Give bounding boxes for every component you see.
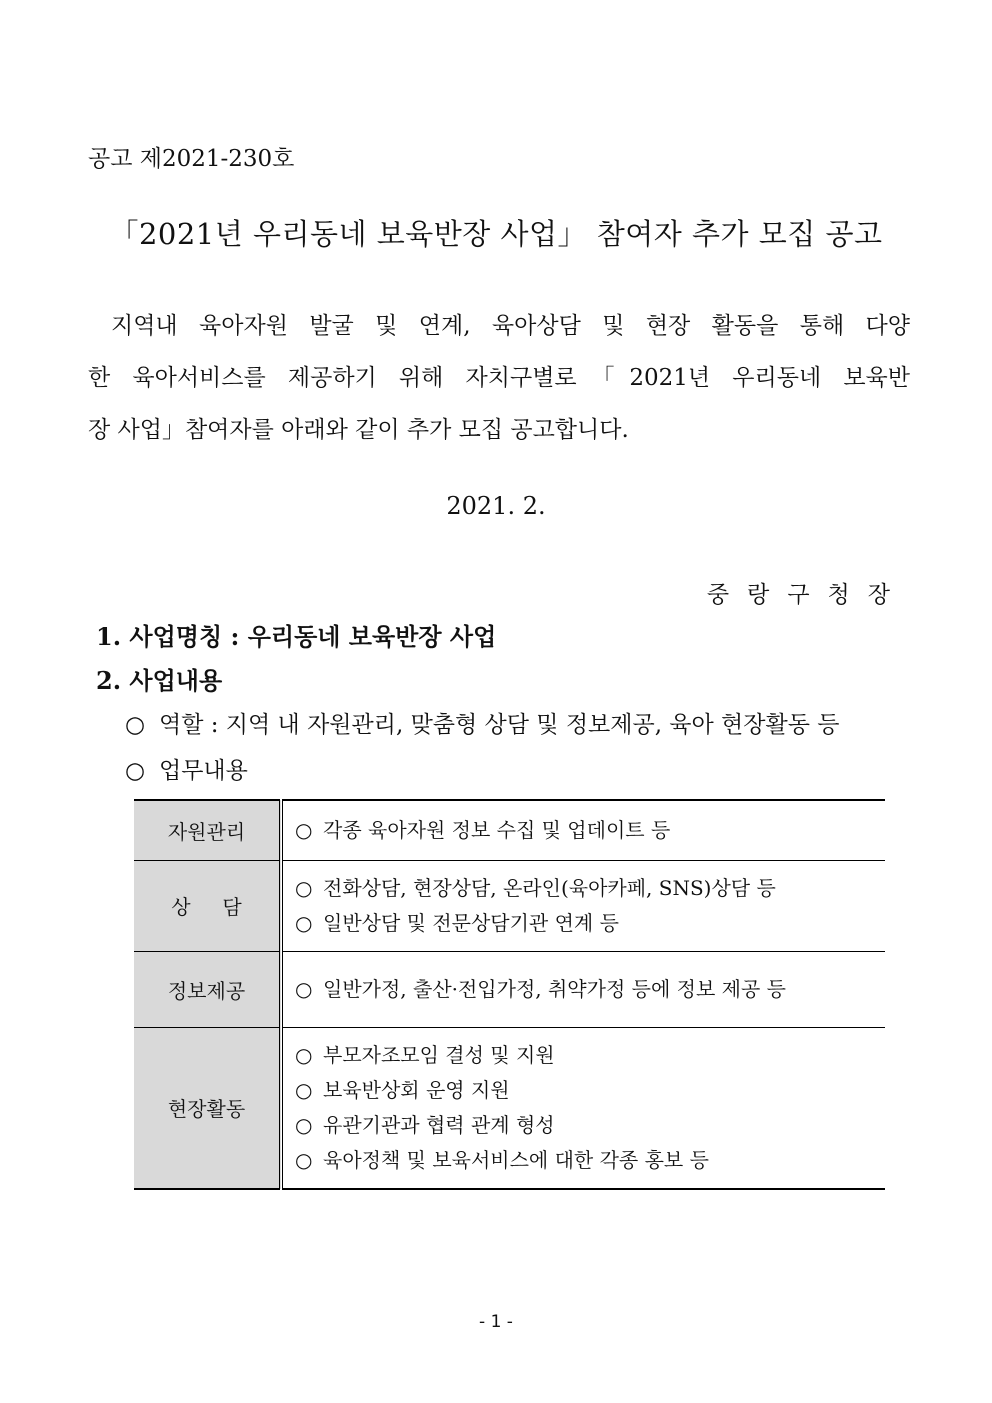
table-row (134, 800, 885, 860)
items-cell (281, 1027, 885, 1189)
bullet-role (125, 706, 839, 739)
intro-paragraph (88, 300, 910, 456)
table-row (134, 1027, 885, 1189)
list-item: ○ 부모자조모임 결성 및 지원 (295, 1042, 555, 1067)
category-cell: 상 담 (134, 860, 281, 951)
table-row (134, 951, 885, 1027)
bullet-role-text: 역할 : 지역 내 자원관리, 맞춤형 상담 및 정보제공, 육아 현장활동 등 (159, 712, 840, 738)
list-item: ○ 전화상담, 현장상담, 온라인(육아카페, SNS)상담 등 (295, 875, 776, 900)
intro-line: 한 육아서비스를 제공하기 위해 자치구별로「2021년 우리동네 보육반 (88, 365, 910, 391)
circle-bullet-icon: ○ (125, 757, 146, 784)
section-business-name: 1. 사업명칭 : 우리동네 보육반장 사업 (96, 622, 497, 651)
issuer: 중랑구청장 (706, 582, 908, 608)
items-cell (281, 951, 885, 1027)
duties-table (134, 799, 885, 1190)
section-business-content: 2. 사업내용 (96, 666, 223, 695)
table-row (134, 860, 885, 951)
intro-line: 지역내 육아자원 발굴 및 연계, 육아상담 및 현장 활동을 통해 다양 (111, 313, 910, 339)
page-number: - 1 - (479, 1312, 513, 1332)
category-cell: 자원관리 (134, 800, 281, 860)
category-cell: 현장활동 (134, 1027, 281, 1189)
notice-date: 2021. 2. (446, 492, 546, 520)
circle-bullet-icon: ○ (125, 711, 146, 738)
list-item: ○ 육아정책 및 보육서비스에 대한 각종 홍보 등 (295, 1147, 709, 1172)
bullet-duties-text: 업무내용 (159, 758, 248, 784)
intro-line: 장 사업」참여자를 아래와 같이 추가 모집 공고합니다. (88, 417, 629, 443)
items-cell (281, 860, 885, 951)
list-item: ○ 일반상담 및 전문상담기관 연계 등 (295, 910, 619, 935)
list-item: ○ 일반가정, 출산·전입가정, 취약가정 등에 정보 제공 등 (295, 976, 786, 1001)
document-title: 「2021년 우리동네 보육반장 사업」 참여자 추가 모집 공고 (109, 217, 883, 251)
list-item: ○ 유관기관과 협력 관계 형성 (295, 1112, 555, 1137)
notice-number: 공고 제2021-230호 (88, 146, 295, 172)
list-item: ○ 각종 육아자원 정보 수집 및 업데이트 등 (295, 817, 671, 842)
category-cell: 정보제공 (134, 951, 281, 1027)
items-cell (281, 800, 885, 860)
list-item: ○ 보육반상회 운영 지원 (295, 1077, 510, 1102)
bullet-duties (125, 752, 248, 785)
